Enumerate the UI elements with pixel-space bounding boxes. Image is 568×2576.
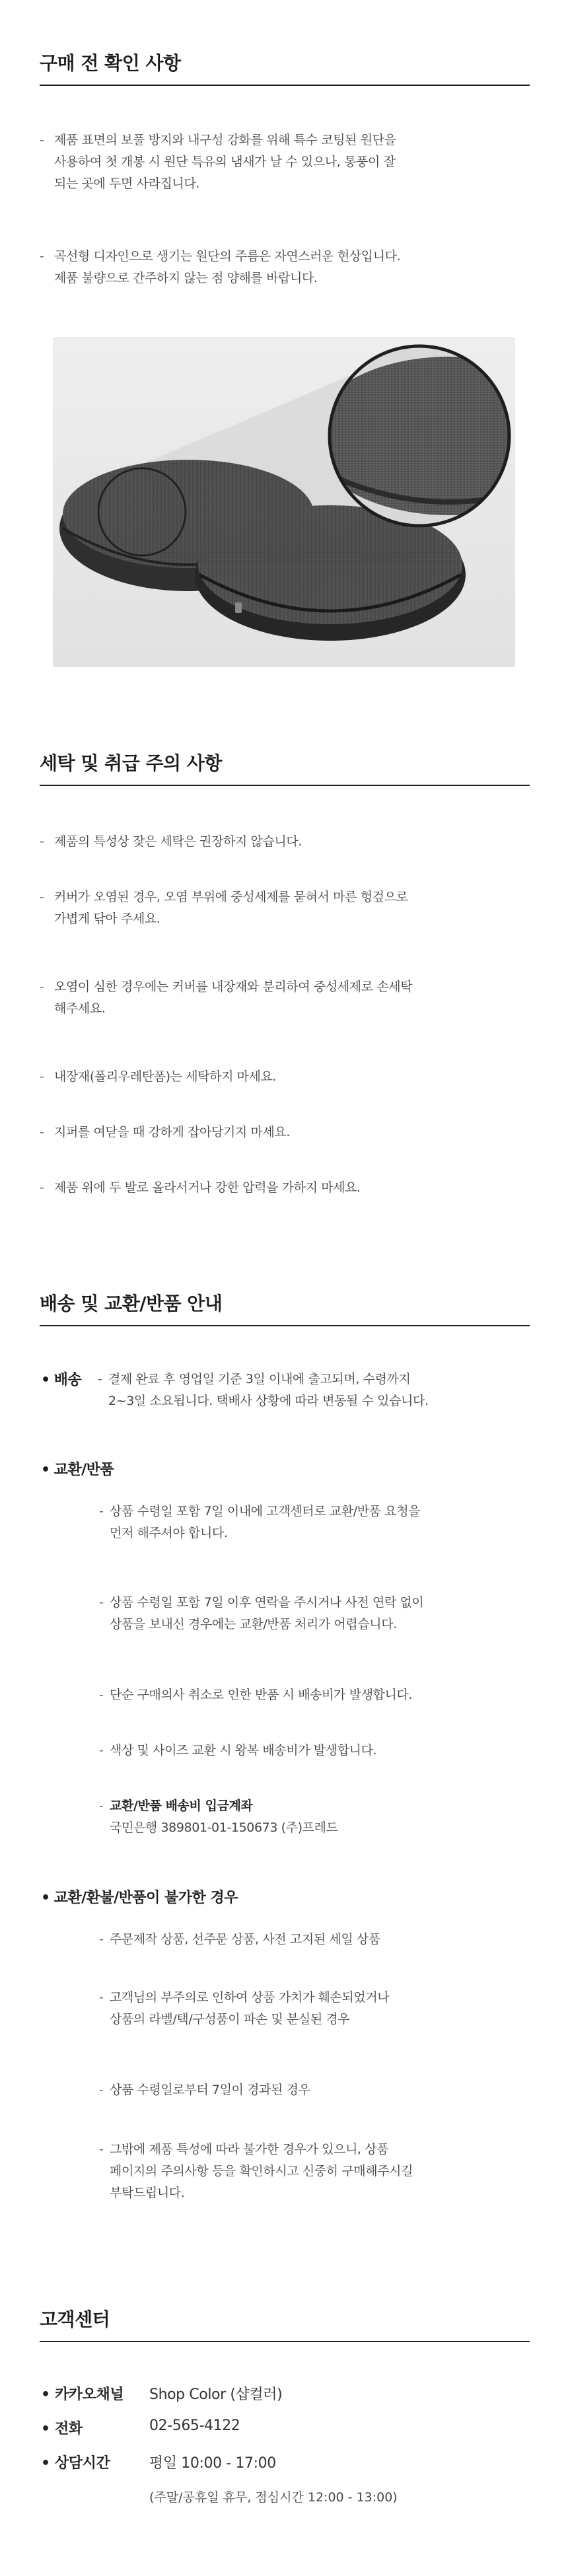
section-divider xyxy=(40,2341,530,2342)
no-return-item: - 그밖에 제품 특성에 따라 불가한 경우가 있으니, 상품 페이지의 주의사항 등을 확인하시고 신중히 구매해주시길 부탁드립니다. xyxy=(99,2142,413,2200)
product-photo xyxy=(53,337,515,667)
refund-account-title: 교환/반품 배송비 입금계좌 xyxy=(110,1799,253,1813)
section-divider xyxy=(40,1325,530,1326)
washing-note: - 오염이 심한 경우에는 커버를 내장재와 분리하여 중성세제로 손세탁 해주세요. xyxy=(40,980,413,1016)
no-return-heading: • 교환/환불/반품이 불가한 경우 xyxy=(41,1890,238,1906)
phone-number-link[interactable]: 02-565-4122 xyxy=(149,2417,240,2434)
cs-hours-value: 평일 10:00 - 17:00 xyxy=(149,2455,276,2472)
cs-hours-note: (주말/공휴일 휴무, 점심시간 12:00 - 13:00) xyxy=(149,2490,398,2505)
refund-account-value: 국민은행 389801-01-150673 (주)프레드 xyxy=(110,1820,338,1835)
exchange-item: - 상품 수령일 포함 7일 이후 연락을 주시거나 사전 연락 없이 상품을 보내신 경우에는 교환/반품 처리가 어렵습니다. xyxy=(99,1595,424,1631)
purchase-note: - 제품 표면의 보풀 방지와 내구성 강화를 위해 특수 코팅된 원단을 사용하여 첫 개봉 시 원단 특유의 냄새가 날 수 있으나, 통풍이 잘 되는 곳에 두면 사라집니다. xyxy=(40,133,396,191)
no-return-item: - 주문제작 상품, 선주문 상품, 사전 고지된 세일 상품 xyxy=(99,1932,380,1947)
purchase-note-list-2 xyxy=(40,246,528,289)
exchange-item: - 색상 및 사이즈 교환 시 왕복 배송비가 발생합니다. xyxy=(99,1743,377,1758)
exchange-item: - 단순 구매의사 취소로 인한 반품 시 배송비가 발생합니다. xyxy=(99,1688,413,1702)
cs-label: • 카카오채널 xyxy=(41,2386,124,2403)
purchase-section-title: 구매 전 확인 사항 xyxy=(40,52,181,74)
washing-note: - 제품 위에 두 발로 올라서거나 강한 압력을 가하지 마세요. xyxy=(40,1180,361,1195)
washing-note-list-5 xyxy=(40,1122,528,1143)
shipping-section-title: 배송 및 교환/반품 안내 xyxy=(40,1293,223,1314)
delivery-heading: • 배송 xyxy=(41,1372,82,1388)
cs-section-title: 고객센터 xyxy=(40,2308,110,2330)
no-return-item: - 고객님의 부주의로 인하여 상품 가치가 훼손되었거나 상품의 라벨/택/구성품이 파손 및 분실된 경우 xyxy=(99,1990,390,2026)
cs-label: • 전화 xyxy=(41,2421,83,2437)
washing-note: - 제품의 특성상 잦은 세탁은 권장하지 않습니다. xyxy=(40,834,302,849)
cs-label: • 상담시간 xyxy=(41,2455,110,2472)
cs-row-hours xyxy=(41,2452,503,2472)
washing-note-list-6 xyxy=(40,1177,528,1199)
washing-note-list xyxy=(40,831,528,853)
section-divider xyxy=(40,85,530,86)
washing-note: - 커버가 오염된 경우, 오염 부위에 중성세제를 묻혀서 마른 헝겊으로 가볍게 닦아 주세요. xyxy=(40,890,408,926)
washing-note-list-3 xyxy=(40,976,528,1020)
cushion-illustration xyxy=(53,337,515,667)
washing-note-list-2 xyxy=(40,886,528,930)
kakao-channel-link[interactable]: Shop Color (샵컬러) xyxy=(149,2386,283,2403)
exchange-heading: • 교환/반품 xyxy=(41,1462,114,1478)
purchase-note-list xyxy=(40,129,528,195)
washing-note-list-4 xyxy=(40,1066,528,1088)
cs-row-kakao xyxy=(41,2383,503,2403)
cs-row-phone xyxy=(41,2417,503,2437)
no-return-item: - 상품 수령일로부터 7일이 경과된 경우 xyxy=(99,2083,310,2097)
refund-account: - 교환/반품 배송비 입금계좌 국민은행 389801-01-150673 (주)프레드 xyxy=(99,1799,338,1835)
purchase-note: - 곡선형 디자인으로 생기는 원단의 주름은 자연스러운 현상입니다. 제품 불량으로 간주하지 않는 점 양해를 바랍니다. xyxy=(40,249,401,285)
washing-note: - 내장재(폴리우레탄폼)는 세탁하지 마세요. xyxy=(40,1069,277,1084)
exchange-item: - 상품 수령일 포함 7일 이내에 고객센터로 교환/반품 요청을 먼저 해주셔야 합니다. xyxy=(99,1504,421,1540)
delivery-info: - 결제 완료 후 영업일 기준 3일 이내에 출고되며, 수령까지 2~3일 소요됩니다. 택배사 상황에 따라 변동될 수 있습니다. xyxy=(98,1372,429,1408)
section-divider xyxy=(40,785,530,786)
washing-note: - 지퍼를 여닫을 때 강하게 잡아당기지 마세요. xyxy=(40,1125,291,1139)
washing-section-title: 세탁 및 취급 주의 사항 xyxy=(40,752,222,774)
